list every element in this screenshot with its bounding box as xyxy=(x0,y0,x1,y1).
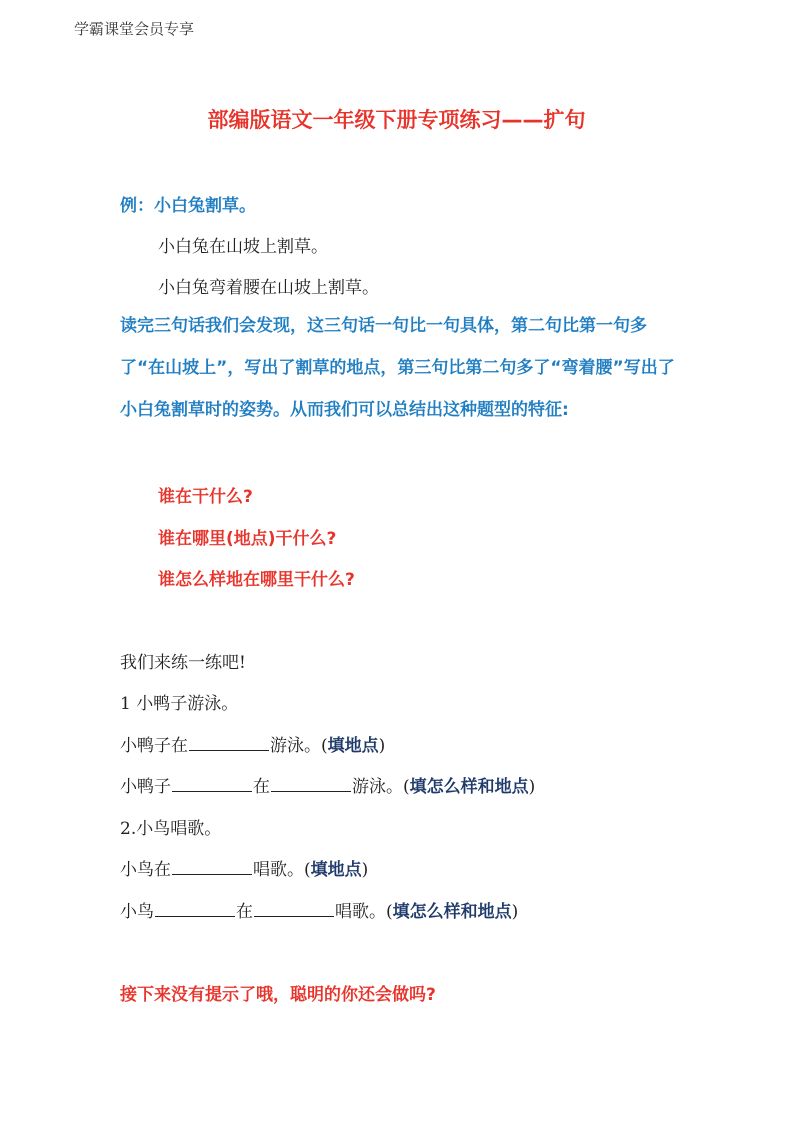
q1-l2-text-a: 小鸭子 xyxy=(120,777,171,797)
q1-l2-hint: 填怎么样和地点 xyxy=(409,777,529,797)
q1-l1-text-a: 小鸭子在 xyxy=(120,736,188,756)
q2-l1-text-a: 小鸟在 xyxy=(120,860,171,880)
q2-l1-end: ) xyxy=(361,860,369,880)
question-2-line-1 xyxy=(120,855,368,880)
pattern-2: 谁在哪里(地点)干什么? xyxy=(158,529,337,549)
closing-prompt: 接下来没有提示了哦，聪明的你还会做吗? xyxy=(120,985,436,1005)
question-1-line-2 xyxy=(120,772,535,797)
example-label: 例：小白兔割草。 xyxy=(120,196,256,216)
pattern-3: 谁怎么样地在哪里干什么? xyxy=(158,570,355,590)
q2-l2-text-c: 唱歌。( xyxy=(335,902,393,922)
answer-blank[interactable] xyxy=(189,734,269,751)
q1-l2-text-c: 游泳。( xyxy=(352,777,410,797)
answer-blank[interactable] xyxy=(172,775,252,792)
q1-l1-hint: 填地点 xyxy=(327,736,379,756)
q1-l2-end: ) xyxy=(528,777,536,797)
q2-l1-hint: 填地点 xyxy=(310,860,362,880)
explanation-paragraph: 读完三句话我们会发现，这三句话一句比一句具体，第二句比第一句多了“在山坡上”，写出了割草的地点，第三句比第二句多了“弯着腰”写出了小白兔割草时的姿势。从而我们可以总结出这种题型的特征: xyxy=(120,316,675,420)
pattern-1: 谁在干什么? xyxy=(158,487,253,507)
practice-intro: 我们来练一练吧! xyxy=(120,653,246,673)
q1-l2-text-b: 在 xyxy=(253,777,270,797)
answer-blank[interactable] xyxy=(271,775,351,792)
q1-l1-text-b: 游泳。( xyxy=(270,736,328,756)
header-note: 学霸课堂会员专享 xyxy=(74,20,195,38)
q2-l2-text-b: 在 xyxy=(236,902,253,922)
example-sentence-2: 小白兔在山坡上割草。 xyxy=(158,237,328,257)
question-2-line-2 xyxy=(120,897,518,922)
question-2-title: 2.小鸟唱歌。 xyxy=(120,819,222,839)
answer-blank[interactable] xyxy=(155,900,235,917)
question-1-line-1 xyxy=(120,731,385,756)
q2-l2-hint: 填怎么样和地点 xyxy=(392,902,512,922)
question-1-title: 1 小鸭子游泳。 xyxy=(120,694,239,714)
q1-l1-end: ) xyxy=(378,736,386,756)
q2-l2-text-a: 小鸟 xyxy=(120,902,154,922)
answer-blank[interactable] xyxy=(172,858,252,875)
q2-l2-end: ) xyxy=(511,902,519,922)
page-title: 部编版语文一年级下册专项练习——扩句 xyxy=(207,108,586,132)
q2-l1-text-b: 唱歌。( xyxy=(253,860,311,880)
answer-blank[interactable] xyxy=(254,900,334,917)
example-sentence-3: 小白兔弯着腰在山坡上割草。 xyxy=(158,278,379,298)
